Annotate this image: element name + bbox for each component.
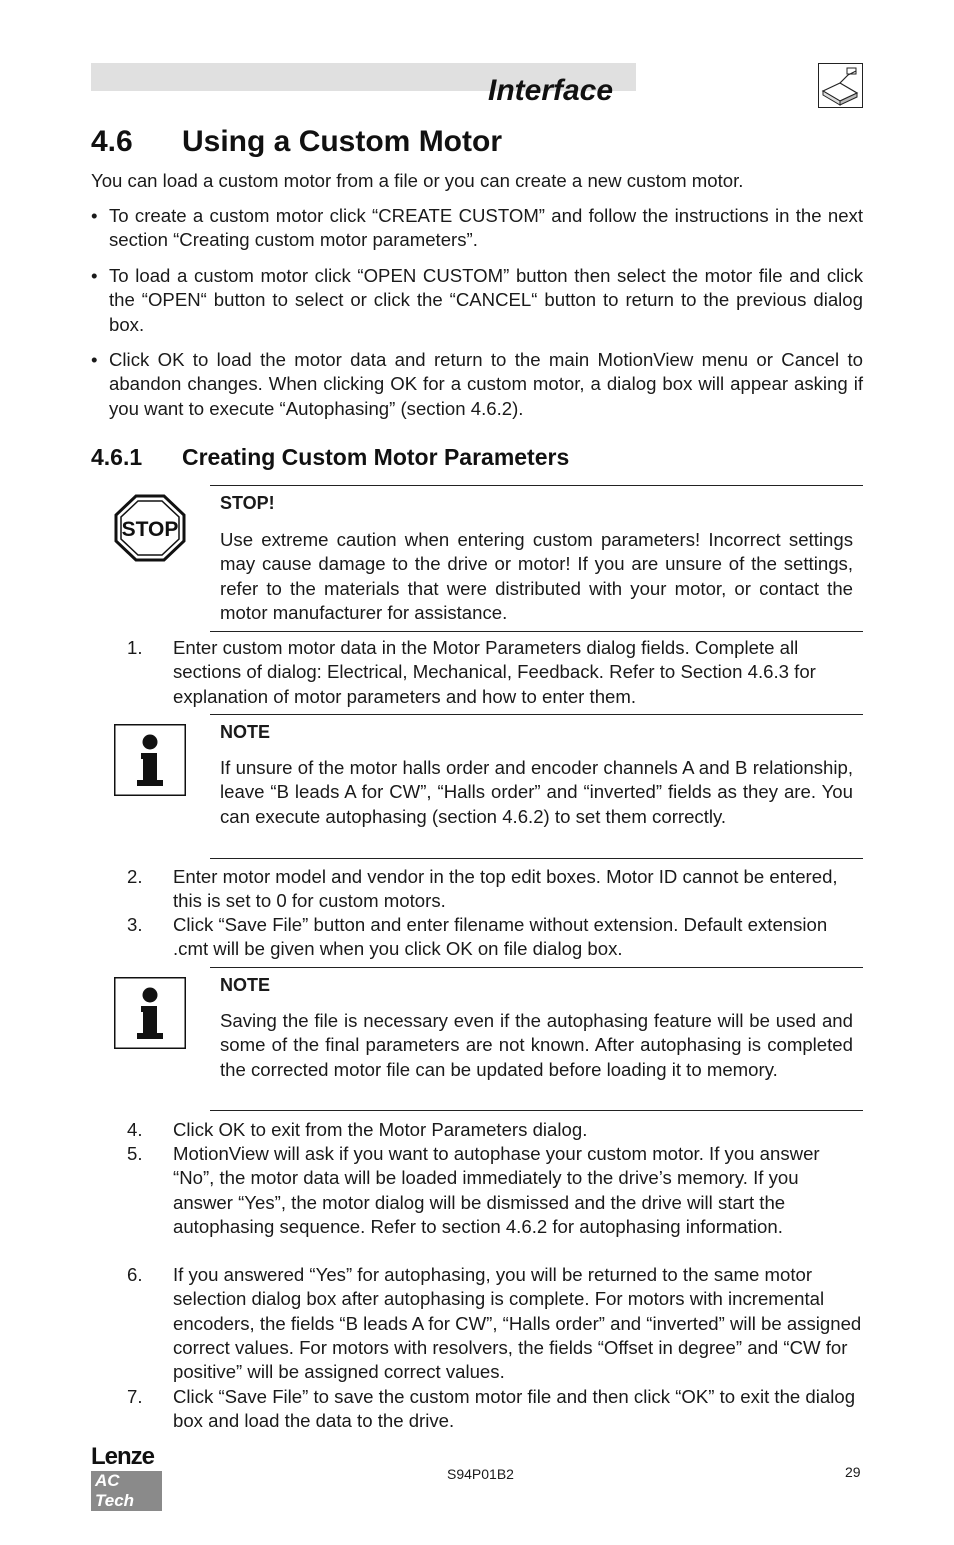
bullet-text: Click OK to load the motor data and return to the main MotionView menu or Cancel to abandon changes. When clicking OK for a custom motor, a dialog box will appear asking if you want to execute “Autophasing” (section 4.6.2).: [109, 349, 863, 419]
stop-title: STOP!: [220, 493, 275, 513]
bullet-text: To load a custom motor click “OPEN CUSTOM” button then select the motor file and click the “OPEN“ button to select or click the “CANCEL“ button to return to the previous dialog box.: [109, 265, 863, 335]
section-heading: [91, 125, 502, 159]
section-number: 4.6: [91, 125, 133, 158]
subsection-title: Creating Custom Motor Parameters: [182, 444, 570, 470]
bullet-text: To create a custom motor click “CREATE CUSTOM” and follow the instructions in the next section “Creating custom motor parameters”.: [109, 205, 863, 251]
subsection-heading: [91, 444, 569, 471]
list-item: [127, 913, 863, 962]
step-number: 1.: [127, 637, 143, 658]
divider: [210, 631, 863, 632]
step-text: Click “Save File” to save the custom motor file and then click “OK” to exit the dialog box and load the data to the drive.: [173, 1386, 856, 1432]
step-number: 2.: [127, 866, 143, 887]
page-number: 29: [845, 1464, 861, 1480]
logo-top-text: Lenze: [91, 1443, 155, 1470]
logo-bottom-text: AC Tech: [91, 1471, 162, 1511]
bullet-item: [91, 204, 863, 253]
bullet-dot: •: [91, 205, 98, 226]
step-number: 4.: [127, 1119, 143, 1140]
intro-paragraph: You can load a custom motor from a file or you can create a new custom motor.: [91, 170, 744, 191]
lenze-logo: [91, 1443, 163, 1510]
step-text: Click OK to exit from the Motor Parameters dialog.: [173, 1119, 588, 1140]
bullet-item: [91, 348, 863, 421]
note-text: If unsure of the motor halls order and encoder channels A and B relationship, leave “B leads A for CW”, “Halls order” and “inverted” fields as they are. You can execute autophasing (section 4.6.2) to set them correctly.: [220, 757, 853, 827]
step-number: 7.: [127, 1386, 143, 1407]
step-text: MotionView will ask if you want to autophase your custom motor. If you answer “No”, the motor data will be loaded immediately to the drive’s memory. If you answer “Yes”, the motor dialog will be dismissed and the drive will start the autophasing sequence. Refer to section 4.6.2 for autophasing information.: [173, 1143, 820, 1237]
interface-icon: [818, 63, 863, 108]
divider: [210, 967, 863, 968]
info-icon: [114, 977, 186, 1049]
step-text: Enter custom motor data in the Motor Parameters dialog fields. Complete all sections of dialog: Electrical, Mechanical, Feedback. Refer to Section 4.6.3 for explanation of motor parameters and how to enter them.: [173, 637, 816, 707]
list-item: [127, 1142, 863, 1239]
section-title: Using a Custom Motor: [182, 125, 502, 158]
stop-text: Use extreme caution when entering custom parameters! Incorrect settings may cause damage to the drive or motor! If you are unsure of the settings, refer to the materials that were distributed with your motor, or contact the motor manufacturer for assistance.: [220, 529, 853, 623]
step-number: 6.: [127, 1264, 143, 1285]
divider: [210, 485, 863, 486]
step-number: 5.: [127, 1143, 143, 1164]
list-item: [127, 865, 863, 914]
subsection-number: 4.6.1: [91, 444, 143, 470]
step-text: Click “Save File” button and enter filename without extension. Default extension .cmt will be given when you click OK on file dialog box.: [173, 914, 828, 960]
divider: [210, 714, 863, 715]
step-text: If you answered “Yes” for autophasing, you will be returned to the same motor selection dialog box after autophasing is complete. For motors with incremental encoders, the fields “B leads A for CW”, “Halls order” and “inverted” will be assigned correct values. For motors with resolvers, the fields “Offset in degree” and “CW for positive” will be assigned correct values.: [173, 1264, 862, 1383]
list-item: [127, 1118, 863, 1142]
bullet-dot: •: [91, 349, 98, 370]
stop-sign-icon: [114, 494, 186, 562]
bullet-dot: •: [91, 265, 98, 286]
list-item: [127, 1263, 863, 1384]
step-text: Enter motor model and vendor in the top edit boxes. Motor ID cannot be entered, this is set to 0 for custom motors.: [173, 866, 838, 912]
stop-sign-text: STOP: [121, 518, 179, 541]
note-title: NOTE: [220, 975, 271, 995]
doc-code: S94P01B2: [447, 1466, 514, 1482]
info-icon: [114, 724, 186, 796]
list-item: [127, 1385, 863, 1434]
list-item: [127, 636, 863, 709]
note-text: Saving the file is necessary even if the autophasing feature will be used and some of the final parameters are not known. After autophasing is completed the corrected motor file can be updated before loading it to memory.: [220, 1010, 853, 1080]
note-title: NOTE: [220, 722, 271, 742]
header-title: Interface: [488, 74, 614, 107]
bullet-item: [91, 264, 863, 337]
divider: [210, 1110, 863, 1111]
step-number: 3.: [127, 914, 143, 935]
divider: [210, 858, 863, 859]
